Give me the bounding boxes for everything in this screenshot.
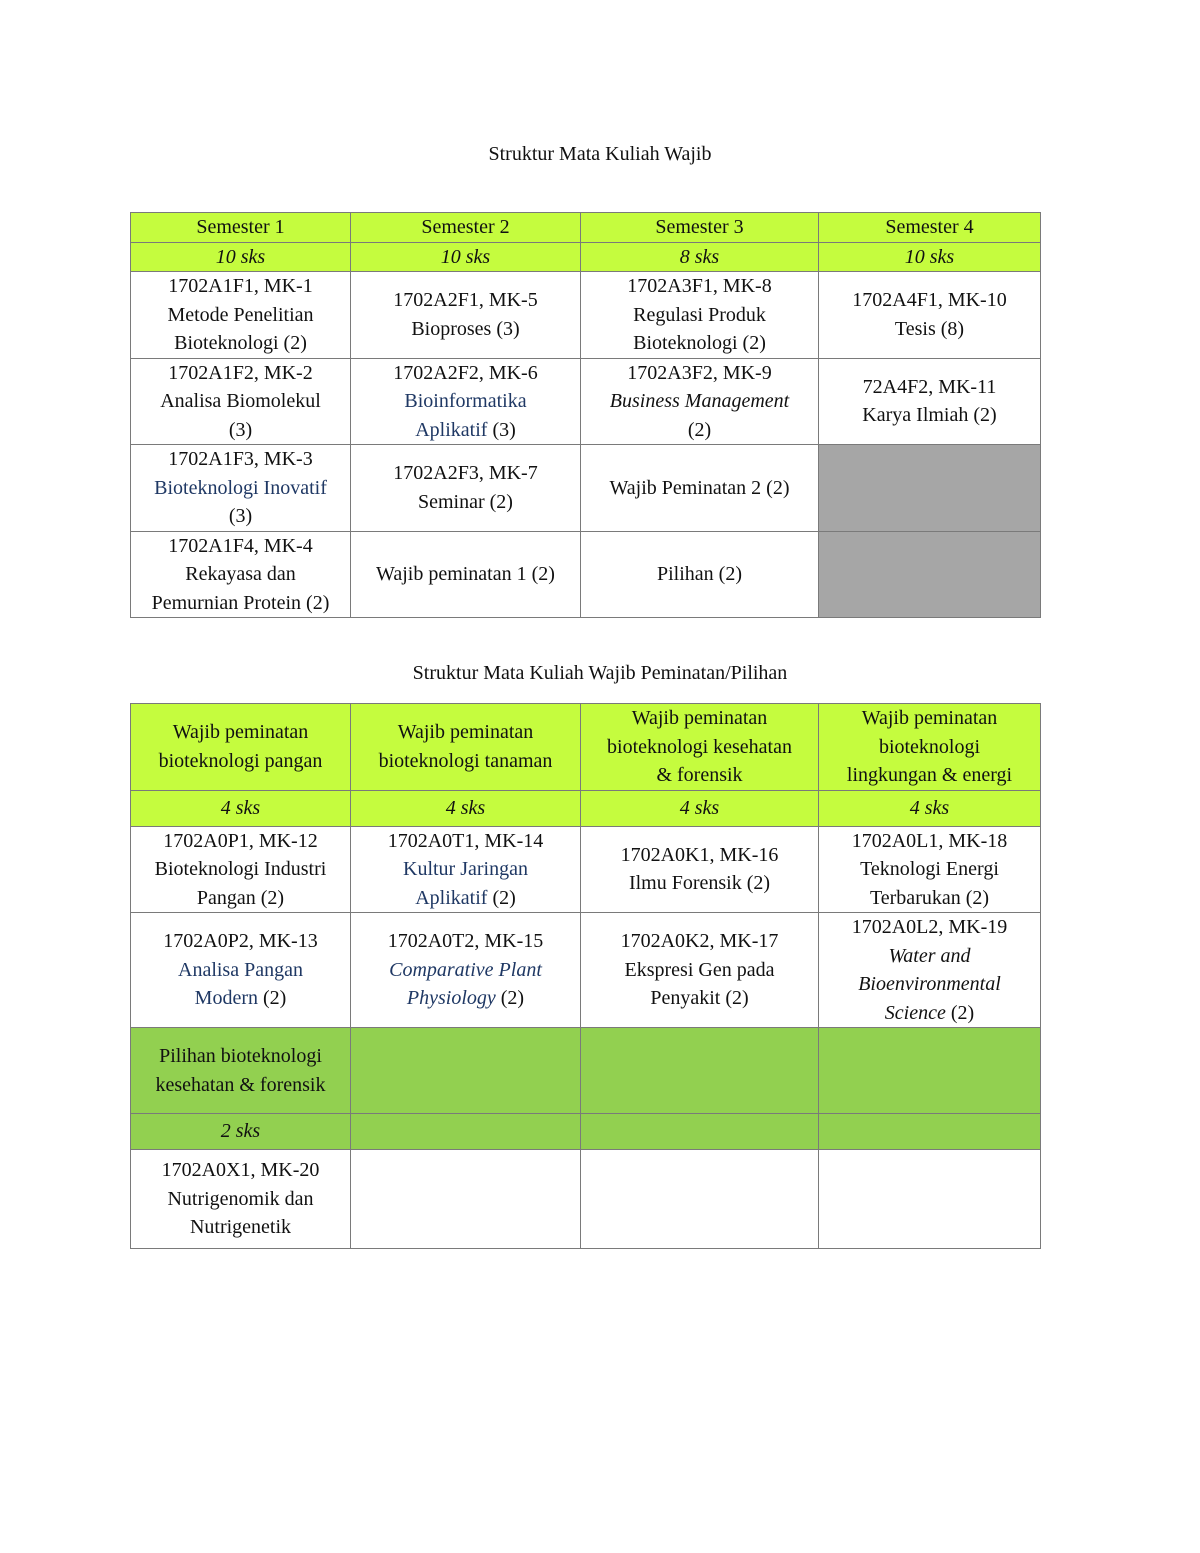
- semester-3-header: Semester 3: [581, 213, 819, 243]
- course-name: Comparative Plant: [389, 958, 542, 981]
- course-code: 1702A0P2, MK-13: [163, 930, 318, 953]
- semester-2-sks: 10 sks: [351, 242, 581, 272]
- course-name: Bioenvironmental: [858, 973, 1001, 995]
- course-name: Bioinformatika: [404, 390, 527, 412]
- course-code: 1702A0L1, MK-18: [851, 829, 1008, 852]
- course-cell-wajib-peminatan-2: [581, 445, 819, 532]
- course-name: Penyakit (2): [650, 987, 749, 1010]
- peminatan-header-row: [131, 704, 1041, 791]
- course-credits: (2): [258, 987, 287, 1010]
- title-peminatan: Struktur Mata Kuliah Wajib Peminatan/Pilihan: [412, 662, 788, 684]
- course-name: Metode Penelitian: [167, 303, 314, 326]
- course-name: Bioproses (3): [411, 317, 520, 340]
- empty-cell: [819, 1114, 1041, 1150]
- table-peminatan: [130, 703, 1041, 1249]
- course-cell-mk17: [581, 913, 819, 1028]
- course-name: Pilihan (2): [657, 563, 742, 585]
- course-cell-mk1: [131, 272, 351, 359]
- course-name: Wajib Peminatan 2 (2): [609, 476, 790, 499]
- sks-row: [131, 242, 1041, 272]
- semester-3-sks: 8 sks: [581, 242, 819, 272]
- course-credits: (2): [687, 418, 712, 441]
- course-cell-mk3: [131, 445, 351, 532]
- course-name: Water and: [888, 944, 971, 967]
- course-cell-mk7: [351, 445, 581, 532]
- course-cell-mk18: [819, 826, 1041, 913]
- table-wajib: [130, 212, 1041, 618]
- course-code: 1702A1F4, MK-4: [168, 534, 313, 557]
- course-code: 1702A2F1, MK-5: [393, 289, 538, 312]
- empty-cell: [819, 1028, 1041, 1114]
- course-cell-mk15: [351, 913, 581, 1028]
- pilihan-header-row: [131, 1028, 1041, 1114]
- course-code: 72A4F2, MK-11: [862, 375, 997, 398]
- empty-cell: [819, 445, 1041, 532]
- course-name: Tesis (8): [894, 317, 965, 340]
- course-name: Seminar (2): [418, 490, 513, 513]
- course-name: Nutrigenomik dan: [167, 1187, 314, 1210]
- tanaman-sks: 4 sks: [351, 790, 581, 826]
- course-cell-mk19: [819, 913, 1041, 1028]
- course-name: Rekayasa dan: [185, 563, 296, 585]
- course-name: Terbarukan (2): [869, 886, 990, 909]
- course-code: 1702A1F1, MK-1: [168, 275, 313, 297]
- course-name: Aplikatif: [415, 886, 488, 909]
- course-code: 1702A2F3, MK-7: [393, 462, 538, 485]
- course-name: Regulasi Produk: [633, 303, 766, 326]
- semester-1-header: Semester 1: [131, 213, 351, 243]
- course-name: Bioteknologi Industri: [154, 858, 327, 880]
- course-row: [131, 913, 1041, 1028]
- course-credits: (3): [487, 418, 516, 441]
- course-name: Karya Ilmiah (2): [862, 404, 997, 427]
- course-row: [131, 531, 1041, 618]
- course-code: 1702A0T1, MK-14: [387, 829, 544, 852]
- course-cell-mk11: [819, 358, 1041, 445]
- course-credits: (2): [945, 1001, 975, 1024]
- kesehatan-sks: 4 sks: [581, 790, 819, 826]
- semester-header-row: [131, 213, 1041, 243]
- course-name: Bioteknologi (2): [633, 332, 766, 354]
- course-row: [131, 272, 1041, 359]
- course-name: Business Management: [609, 390, 790, 412]
- course-name: Pangan (2): [196, 886, 285, 909]
- course-name: Ekspresi Gen pada: [624, 958, 775, 981]
- pangan-sks: 4 sks: [131, 790, 351, 826]
- semester-1-sks: 10 sks: [131, 242, 351, 272]
- course-cell-mk2: [131, 358, 351, 445]
- course-name: Kultur Jaringan: [403, 858, 528, 880]
- empty-cell: [351, 1114, 581, 1150]
- course-cell-mk6: [351, 358, 581, 445]
- empty-cell: [581, 1114, 819, 1150]
- course-name: Analisa Pangan: [178, 958, 303, 981]
- course-name: Bioteknologi (2): [174, 332, 307, 354]
- course-code: 1702A0P1, MK-12: [163, 829, 318, 852]
- pilihan-sks-row: [131, 1114, 1041, 1150]
- course-name: Science: [884, 1001, 946, 1024]
- course-cell-mk5: [351, 272, 581, 359]
- course-name: Analisa Biomolekul: [160, 390, 321, 412]
- course-code: 1702A0K1, MK-16: [620, 843, 779, 866]
- course-row: [131, 826, 1041, 913]
- course-code: 1702A0L2, MK-19: [851, 916, 1008, 938]
- course-cell-mk4: [131, 531, 351, 618]
- course-row: [131, 358, 1041, 445]
- course-name: Teknologi Energi: [860, 858, 999, 880]
- sks-row: [131, 790, 1041, 826]
- lingkungan-sks: 4 sks: [819, 790, 1041, 826]
- course-code: 1702A2F2, MK-6: [393, 361, 538, 384]
- course-name: Wajib peminatan 1 (2): [376, 563, 555, 585]
- course-name: Aplikatif: [415, 418, 488, 441]
- course-name: Bioteknologi Inovatif: [154, 476, 327, 499]
- peminatan-kesehatan-header: Wajib peminatan bioteknologi kesehatan & forensik: [581, 704, 819, 791]
- course-code: 1702A4F1, MK-10: [852, 289, 1007, 312]
- semester-2-header: Semester 2: [351, 213, 581, 243]
- course-name: (3): [228, 418, 253, 441]
- semester-4-sks: 10 sks: [819, 242, 1041, 272]
- course-cell-wajib-peminatan-1: [351, 531, 581, 618]
- course-code: 1702A0X1, MK-20: [161, 1159, 320, 1182]
- course-name: Ilmu Forensik (2): [628, 872, 771, 895]
- empty-cell: [581, 1150, 819, 1249]
- course-code: 1702A3F1, MK-8: [627, 275, 772, 297]
- course-name: Pemurnian Protein (2): [151, 591, 330, 614]
- course-cell-mk9: [581, 358, 819, 445]
- empty-cell: [819, 531, 1041, 618]
- course-credits: (3): [228, 505, 253, 527]
- course-name: Modern: [194, 987, 258, 1010]
- pilihan-kesehatan-header: Pilihan bioteknologi kesehatan & forensik: [131, 1028, 351, 1114]
- course-code: 1702A0T2, MK-15: [387, 930, 544, 953]
- course-code: 1702A1F2, MK-2: [168, 361, 313, 384]
- course-credits: (2): [495, 987, 525, 1010]
- course-row: [131, 1150, 1041, 1249]
- peminatan-pangan-header: Wajib peminatan bioteknologi pangan: [131, 704, 351, 791]
- empty-cell: [351, 1150, 581, 1249]
- course-code: 1702A0K2, MK-17: [620, 930, 779, 953]
- course-cell-pilihan: [581, 531, 819, 618]
- course-code: 1702A3F2, MK-9: [627, 361, 772, 384]
- course-cell-mk10: [819, 272, 1041, 359]
- empty-cell: [819, 1150, 1041, 1249]
- empty-cell: [581, 1028, 819, 1114]
- pilihan-sks: 2 sks: [131, 1114, 351, 1150]
- semester-4-header: Semester 4: [819, 213, 1041, 243]
- empty-cell: [351, 1028, 581, 1114]
- course-name: Nutrigenetik: [189, 1216, 292, 1239]
- course-cell-mk16: [581, 826, 819, 913]
- course-cell-mk8: [581, 272, 819, 359]
- course-cell-mk14: [351, 826, 581, 913]
- course-name: Physiology: [406, 987, 496, 1010]
- peminatan-lingkungan-header: Wajib peminatan bioteknologi lingkungan & energi: [819, 704, 1041, 791]
- course-row: [131, 445, 1041, 532]
- course-cell-mk13: [131, 913, 351, 1028]
- title-wajib: Struktur Mata Kuliah Wajib: [488, 143, 712, 165]
- course-credits: (2): [487, 886, 516, 909]
- course-cell-mk20: [131, 1150, 351, 1249]
- peminatan-tanaman-header: Wajib peminatan bioteknologi tanaman: [351, 704, 581, 791]
- course-code: 1702A1F3, MK-3: [168, 448, 313, 470]
- course-cell-mk12: [131, 826, 351, 913]
